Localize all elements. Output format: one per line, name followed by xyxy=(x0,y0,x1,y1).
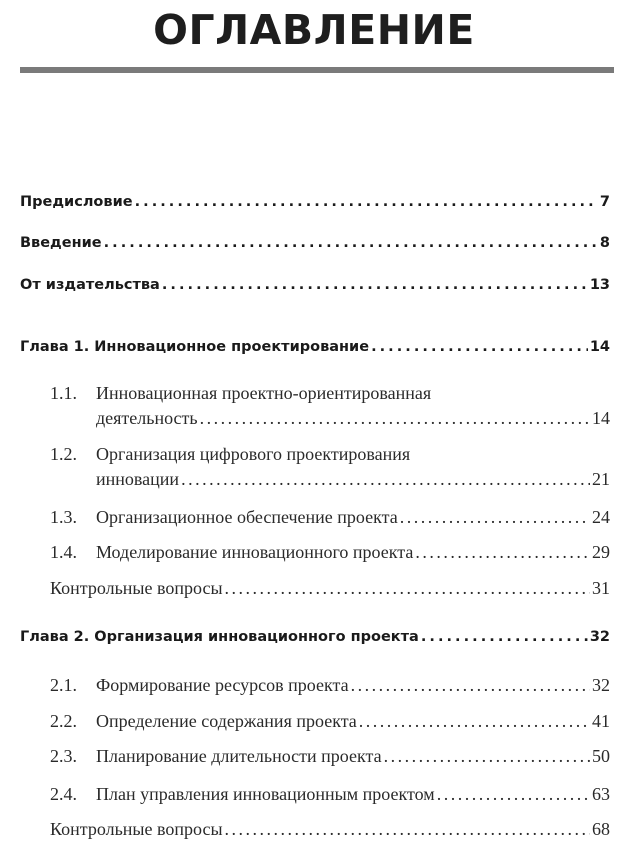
entry-title: Планирование длительности проекта xyxy=(96,746,382,766)
entry-title: Определение содержания проекта xyxy=(96,711,357,731)
page-number: 31 xyxy=(592,578,610,598)
entry-title: Предисловие xyxy=(20,194,133,210)
entry-title: От издательства xyxy=(20,277,160,293)
entry-title-line-2: деятельность xyxy=(96,408,198,428)
page-number: 29 xyxy=(592,542,610,562)
dot-leader xyxy=(135,194,598,210)
page-number: 50 xyxy=(592,746,610,766)
section-number: 1.3. xyxy=(50,507,77,527)
section-number: 1.4. xyxy=(50,542,77,562)
dot-leader xyxy=(437,784,590,805)
entry-title-line-1: Организация цифрового проектирования xyxy=(96,444,411,464)
dot-leader xyxy=(181,469,590,490)
dot-leader xyxy=(371,339,588,355)
page-number: 13 xyxy=(589,277,610,293)
entry-title: Формирование ресурсов проекта xyxy=(96,675,349,695)
page-number: 24 xyxy=(592,507,610,527)
dot-leader xyxy=(162,277,588,293)
entry-title: Глава 2. Организация инновационного проекта xyxy=(20,629,419,645)
entry-title: Введение xyxy=(20,235,102,251)
dot-leader xyxy=(421,629,588,645)
page-number: 14 xyxy=(592,408,610,428)
dot-leader xyxy=(200,408,590,429)
entry-title: Моделирование инновационного проекта xyxy=(96,542,414,562)
section-number: 2.3. xyxy=(50,746,77,766)
page-number: 7 xyxy=(599,194,610,210)
page-number: 41 xyxy=(592,711,610,731)
section-number: 1.1. xyxy=(50,383,77,403)
entry-title: План управления инновационным проектом xyxy=(96,784,435,804)
dot-leader xyxy=(104,235,598,251)
entry-title: Контрольные вопросы xyxy=(50,578,223,598)
section-number: 2.4. xyxy=(50,784,77,804)
dot-leader xyxy=(359,711,590,732)
dot-leader xyxy=(225,819,590,840)
entry-title: Организационное обеспечение проекта xyxy=(96,507,398,527)
section-number: 2.1. xyxy=(50,675,77,695)
page-number: 32 xyxy=(592,675,610,695)
page-number: 21 xyxy=(592,469,610,489)
page-number: 14 xyxy=(589,339,610,355)
dot-leader xyxy=(384,746,590,767)
page-number: 68 xyxy=(592,819,610,839)
entry-title: Глава 1. Инновационное проектирование xyxy=(20,339,370,355)
dot-leader xyxy=(225,578,590,599)
page-number: 32 xyxy=(589,629,610,645)
entry-title-line-1: Инновационная проектно-ориентированная xyxy=(96,383,432,403)
dot-leader xyxy=(400,507,590,528)
dot-leader xyxy=(415,542,590,563)
section-number: 2.2. xyxy=(50,711,77,731)
entry-title: Контрольные вопросы xyxy=(50,819,223,839)
entry-title-line-2: инновации xyxy=(96,469,180,489)
dot-leader xyxy=(351,675,590,696)
page-number: 63 xyxy=(592,784,610,804)
page-title: ОГЛАВЛЕНИЕ xyxy=(153,6,475,54)
page-number: 8 xyxy=(599,235,610,251)
section-number: 1.2. xyxy=(50,444,77,464)
